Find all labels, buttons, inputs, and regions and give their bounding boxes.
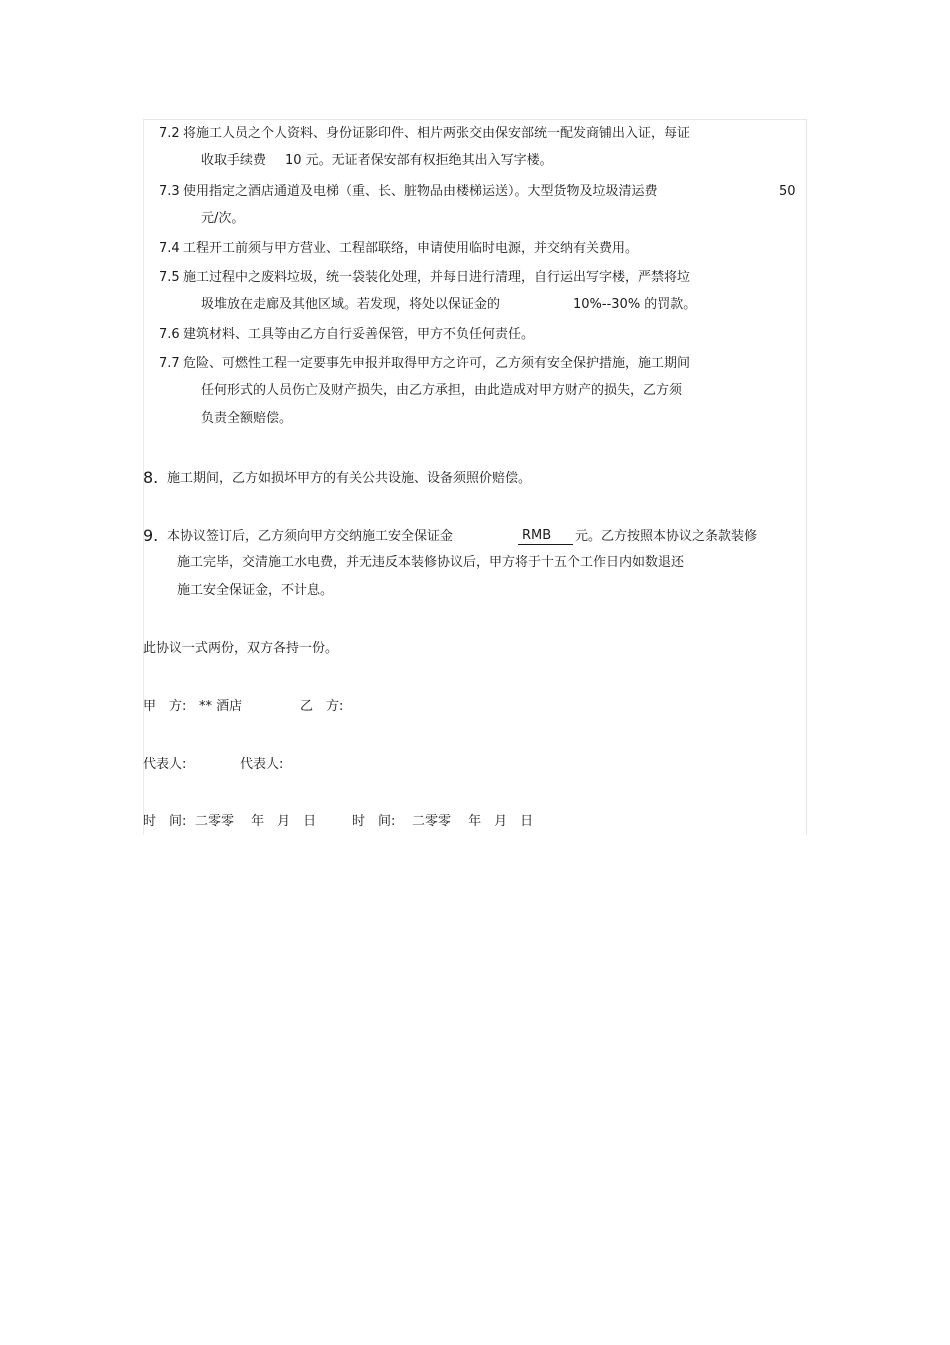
clause-7-3-line1: 使用指定之酒店通道及电梯（重、长、脏物品由楼梯运送）。大型货物及垃圾清运费 [183, 184, 658, 199]
clause-7-5-line2a: 圾堆放在走廊及其他区域。若发现，将处以保证金的 [201, 297, 501, 312]
time-a-value: 二零零 年 月 日 [195, 814, 317, 829]
clause-9-line1a: 本协议签订后，乙方须向甲方交纳施工安全保证金 [167, 529, 454, 544]
clause-7-4-line1: 工程开工前须与甲方营业、工程部联络，申请使用临时电源，并交纳有关费用。 [183, 241, 639, 256]
party-a-label: 甲 方: [143, 699, 187, 714]
rep-b-label: 代表人: [240, 757, 284, 772]
clause-7-4-number: 7.4 [159, 241, 180, 256]
clause-9-line2: 施工完毕，交清施工水电费，并无违反本装修协议后，甲方将于十五个工作日内如数退还 [177, 555, 685, 570]
time-b-label: 时 间: [352, 814, 396, 829]
clause-7-6-line1: 建筑材料、工具等由乙方自行妥善保管，甲方不负任何责任。 [183, 327, 535, 342]
clause-9-number: 9. [143, 526, 159, 545]
clause-8-text: 施工期间，乙方如损坏甲方的有关公共设施、设备须照价赔偿。 [167, 471, 532, 486]
clause-7-3-number: 7.3 [159, 184, 180, 199]
clause-7-6-number: 7.6 [159, 327, 180, 342]
clause-7-2-number: 7.2 [159, 126, 180, 141]
clause-7-7-line3: 负责全额赔偿。 [201, 411, 293, 426]
clause-7-3-amount: 50 [779, 184, 796, 199]
clause-7-2-line2b: 10 元。无证者保安部有权拒绝其出入写字楼。 [285, 153, 553, 168]
time-a-label: 时 间: [143, 814, 187, 829]
clause-9-line3: 施工安全保证金，不计息。 [177, 583, 334, 598]
clause-7-7-number: 7.7 [159, 356, 180, 371]
clause-7-5-line2b: 10%--30% 的罚款。 [573, 297, 697, 312]
clause-8-number: 8. [143, 468, 159, 487]
clause-7-3-line2: 元/次。 [201, 211, 245, 226]
rep-a-label: 代表人: [143, 757, 187, 772]
clause-9-line1b: 元。乙方按照本协议之条款装修 [575, 529, 758, 544]
party-b-label: 乙 方: [300, 699, 344, 714]
clause-7-5-line1: 施工过程中之废料垃圾，统一袋装化处理，并每日进行清理，自行运出写字楼，严禁将垃 [183, 270, 691, 285]
time-b-value: 二零零 年 月 日 [412, 814, 534, 829]
party-a-value: ** 酒店 [199, 699, 243, 714]
deposit-currency: RMB [518, 528, 573, 545]
clause-7-7-line2: 任何形式的人员伤亡及财产损失，由乙方承担，由此造成对甲方财产的损失，乙方须 [201, 383, 683, 398]
clause-7-2-line2a: 收取手续费 [201, 153, 267, 168]
clause-7-2-line1: 将施工人员之个人资料、身份证影印件、相片两张交由保安部统一配发商铺出入证，每证 [183, 126, 691, 141]
clause-7-7-line1: 危险、可燃性工程一定要事先申报并取得甲方之许可，乙方须有安全保护措施，施工期间 [183, 356, 691, 371]
clause-7-5-number: 7.5 [159, 270, 180, 285]
copies-statement: 此协议一式两份，双方各持一份。 [143, 641, 339, 656]
